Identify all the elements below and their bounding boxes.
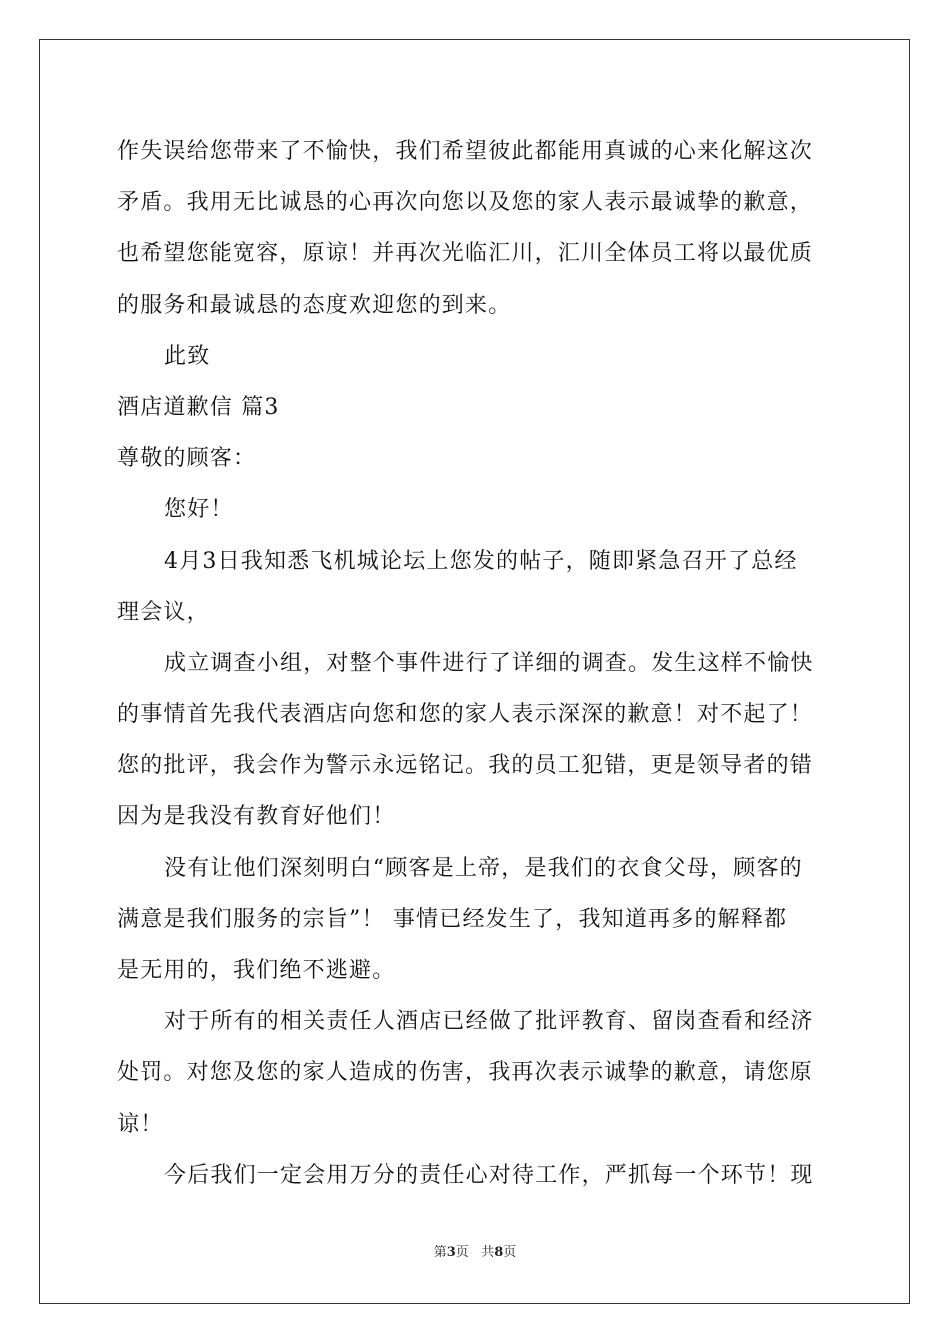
total-suffix: 页 — [503, 1245, 517, 1260]
text-line: 理会议， — [117, 599, 210, 625]
text-line: 因为是我没有教育好他们！ — [117, 804, 396, 830]
current-page-number: 3 — [446, 1245, 456, 1260]
text-line: 没有让他们深刻明白“顾客是上帝，是我们的衣食父母，顾客的 — [164, 855, 803, 881]
text-line: 作失误给您带来了不愉快，我们希望彼此都能用真诚的心来化解这次 — [117, 139, 814, 164]
text-line: 酒店道歉信 篇3 — [117, 394, 280, 420]
text-line: 尊敬的顾客： — [117, 446, 257, 472]
text-line: 的服务和最诚恳的态度欢迎您的到来。 — [117, 292, 512, 318]
text-line: 也希望您能宽容，原谅！并再次光临汇川，汇川全体员工将以最优质 — [117, 241, 814, 267]
text-line: 今后我们一定会用万分的责任心对待工作，严抓每一个环节！现 — [164, 1162, 814, 1188]
page-prefix: 第 — [433, 1245, 447, 1260]
total-page-count: 8 — [494, 1245, 504, 1260]
text-line: 您好！ — [164, 497, 234, 523]
text-line: 处罚。对您及您的家人造成的伤害，我再次表示诚挚的歉意，请您原 — [117, 1060, 814, 1086]
text-line: 谅！ — [117, 1111, 164, 1137]
text-line: 成立调查小组，对整个事件进行了详细的调查。发生这样不愉快 — [164, 650, 814, 676]
page-footer — [0, 1241, 950, 1260]
text-line: 矛盾。我用无比诚恳的心再次向您以及您的家人表示最诚挚的歉意， — [117, 190, 814, 216]
document-body — [117, 126, 835, 1201]
text-line: 4月3日我知悉飞机城论坛上您发的帖子，随即紧急召开了总经 — [164, 548, 798, 574]
text-line: 的事情首先我代表酒店向您和您的家人表示深深的歉意！对不起了！ — [117, 702, 814, 728]
page-suffix: 页 — [455, 1245, 469, 1260]
total-prefix: 共 — [481, 1245, 495, 1260]
text-line: 是无用的，我们绝不逃避。 — [117, 958, 396, 983]
text-line: 此致 — [164, 343, 211, 369]
text-line: 对于所有的相关责任人酒店已经做了批评教育、留岗查看和经济 — [164, 1009, 814, 1035]
text-line: 您的批评，我会作为警示永远铭记。我的员工犯错，更是领导者的错 — [117, 753, 814, 779]
text-line: 满意是我们服务的宗旨”！ 事情已经发生了，我知道再多的解释都 — [117, 906, 788, 932]
